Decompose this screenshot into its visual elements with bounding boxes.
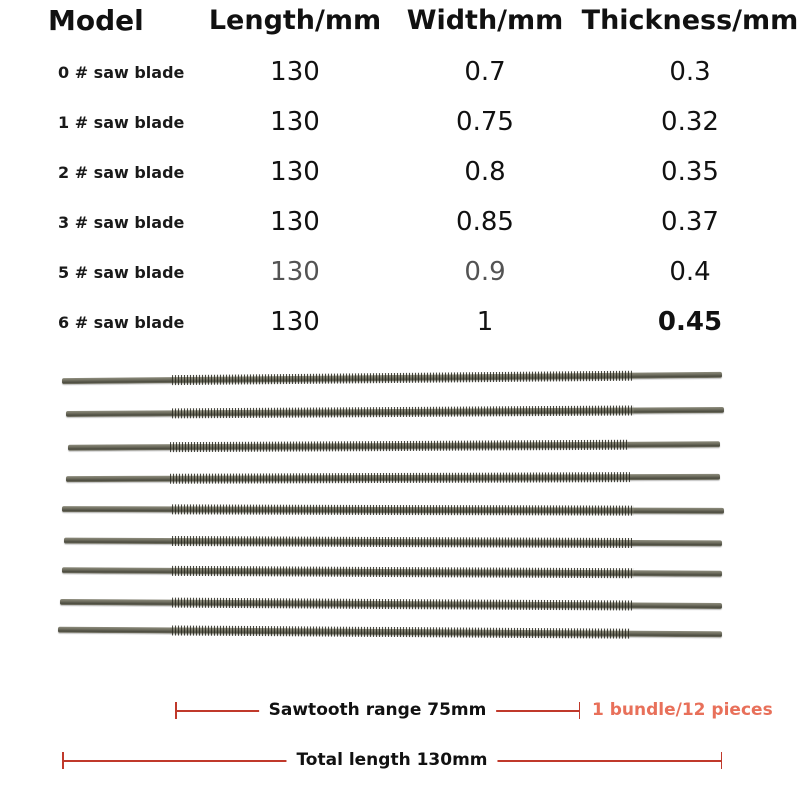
bundle-note: 1 bundle/12 pieces xyxy=(592,700,773,720)
cell-thickness: 0.37 xyxy=(661,207,719,237)
saw-blade-illustration xyxy=(0,361,800,651)
cell-length: 130 xyxy=(270,107,320,137)
measure-end-cap-left xyxy=(62,752,64,769)
saw-teeth xyxy=(172,625,630,638)
saw-teeth xyxy=(172,566,634,578)
saw-blade xyxy=(68,441,720,450)
cell-model: 0 # saw blade xyxy=(58,62,185,82)
cell-model: 5 # saw blade xyxy=(58,262,185,282)
cell-length: 130 xyxy=(270,207,320,237)
table-row xyxy=(0,197,800,247)
cell-length: 130 xyxy=(270,157,320,187)
saw-teeth xyxy=(170,472,630,484)
saw-blade xyxy=(62,372,722,384)
saw-teeth xyxy=(172,536,632,548)
saw-teeth xyxy=(172,371,632,385)
measure-end-cap-left xyxy=(175,702,177,719)
cell-length: 130 xyxy=(270,57,320,87)
total-length-label: Total length 130mm xyxy=(286,750,497,770)
sawtooth-range-measure xyxy=(175,702,580,720)
table-row xyxy=(0,147,800,197)
saw-blade xyxy=(66,407,724,417)
column-header-length: Length/mm xyxy=(208,5,382,36)
saw-blade xyxy=(62,567,722,576)
cell-thickness: 0.4 xyxy=(669,257,711,287)
saw-teeth xyxy=(172,598,632,611)
saw-blade xyxy=(58,627,722,638)
column-header-model: Model xyxy=(48,4,144,37)
saw-teeth xyxy=(170,440,628,452)
saw-blade xyxy=(60,599,722,609)
cell-width: 0.7 xyxy=(464,57,506,87)
saw-blade xyxy=(62,506,724,514)
sawtooth-range-label: Sawtooth range 75mm xyxy=(259,700,497,720)
table-row xyxy=(0,297,800,347)
table-row xyxy=(0,47,800,97)
specification-table xyxy=(0,0,800,347)
cell-width: 0.9 xyxy=(464,257,506,287)
column-header-thickness: Thickness/mm xyxy=(581,5,799,36)
cell-length: 130 xyxy=(270,307,320,337)
cell-model: 2 # saw blade xyxy=(58,162,185,182)
saw-teeth xyxy=(172,406,634,419)
saw-blade xyxy=(64,538,722,547)
cell-thickness: 0.32 xyxy=(661,107,719,137)
table-header xyxy=(0,0,800,47)
cell-thickness: 0.45 xyxy=(657,307,723,337)
cell-model: 3 # saw blade xyxy=(58,212,185,232)
total-length-measure xyxy=(62,752,722,770)
cell-width: 0.85 xyxy=(456,207,514,237)
cell-width: 0.75 xyxy=(456,107,514,137)
cell-width: 1 xyxy=(476,307,494,337)
cell-model: 1 # saw blade xyxy=(58,112,185,132)
cell-width: 0.8 xyxy=(464,157,506,187)
table-body xyxy=(0,47,800,347)
saw-teeth xyxy=(172,504,634,515)
saw-blade xyxy=(66,474,720,482)
cell-thickness: 0.3 xyxy=(669,57,711,87)
cell-model: 6 # saw blade xyxy=(58,312,185,332)
column-header-width: Width/mm xyxy=(406,5,564,36)
table-row xyxy=(0,247,800,297)
measure-end-cap-right xyxy=(721,752,723,769)
table-header-row xyxy=(0,0,800,47)
cell-thickness: 0.35 xyxy=(661,157,719,187)
table-row xyxy=(0,97,800,147)
measure-end-cap-right xyxy=(579,702,581,719)
cell-length: 130 xyxy=(270,257,320,287)
